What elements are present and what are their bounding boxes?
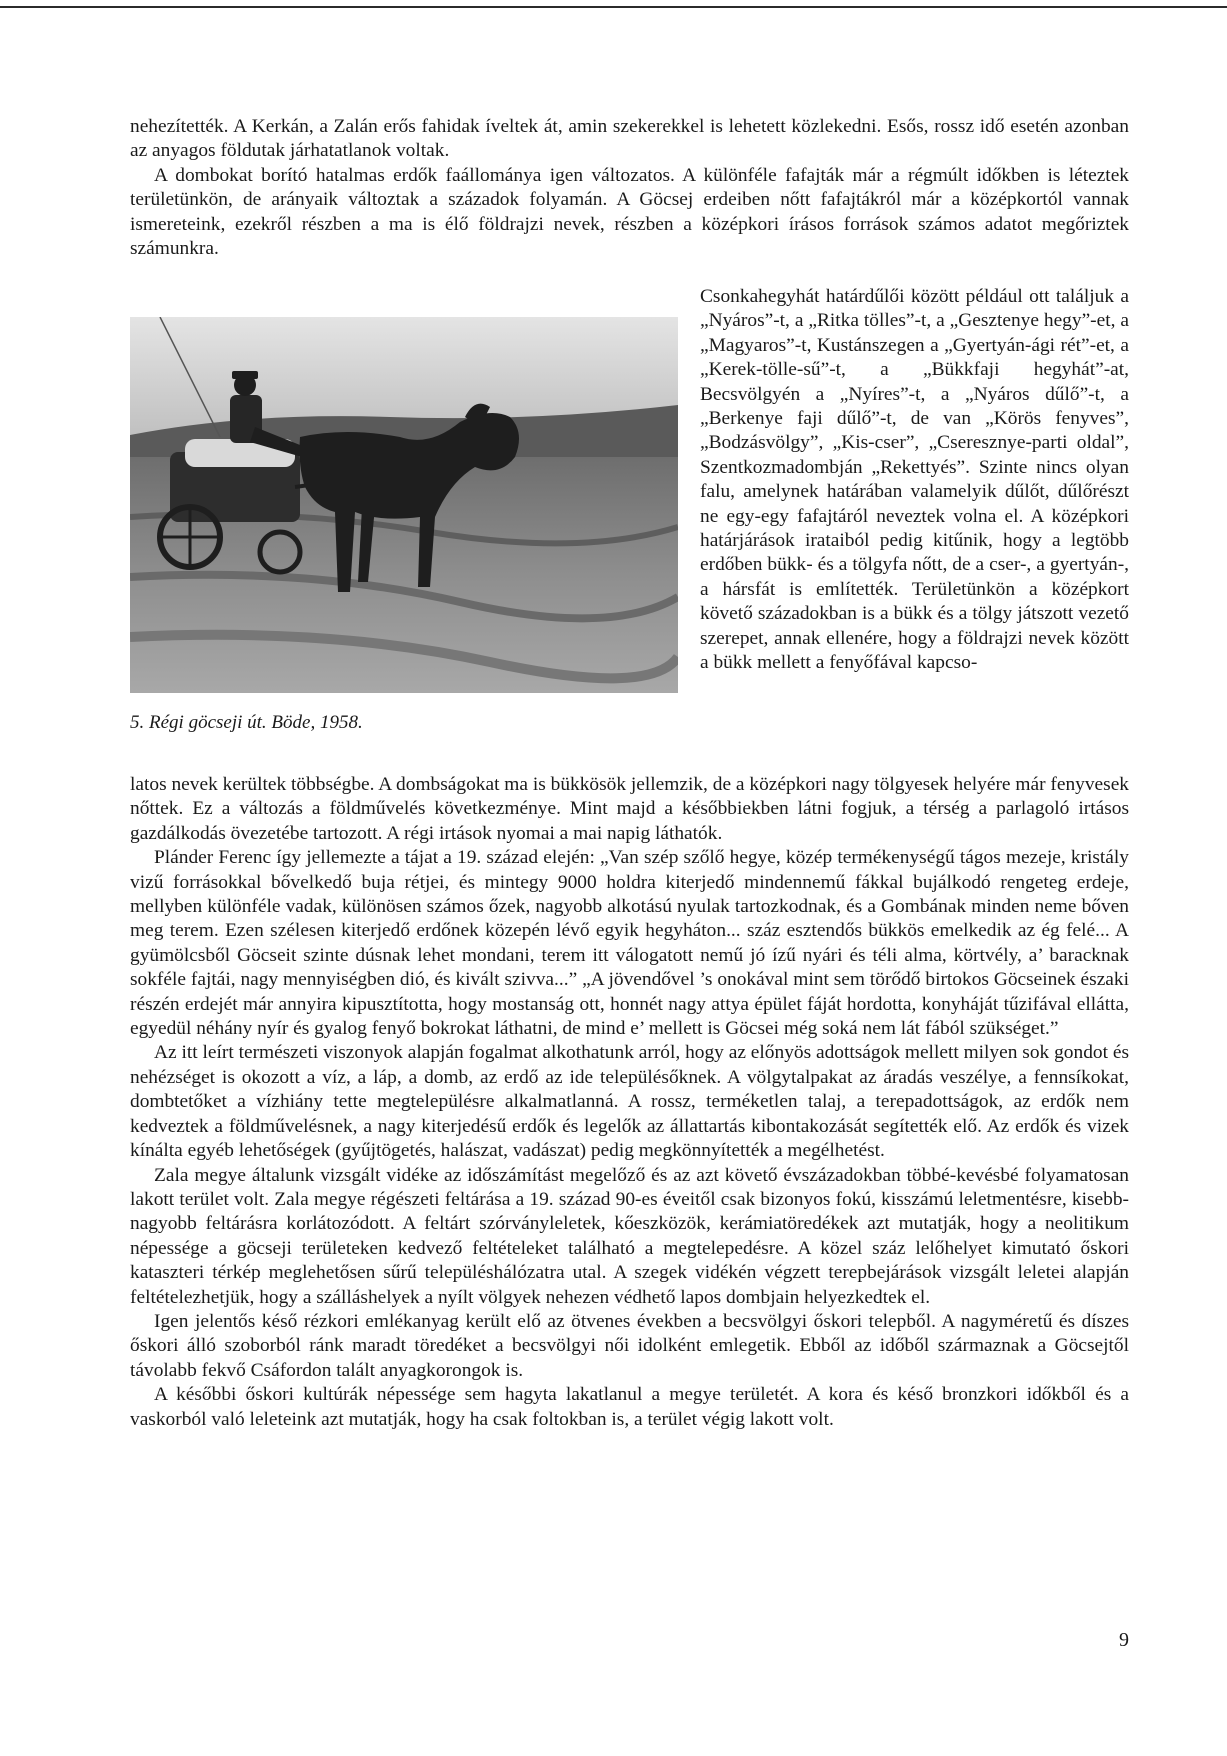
paragraph: Zala megye általunk vizsgált vidéke az időszámítást megelőző és az azt követő évszázadokban többé-kevésbé folyamatosan lakott terület volt. Zala megye régészeti feltárása a 19. század 90-es éveitől csak bizonyos fokú, kisszámú leletmentésre, kisebb-nagyobb feltárásra korlátozódott. A feltárt szórványleletek, kőeszközök, kerámiatöredékek azt mutatják, hogy a neolitikum népessége a göcseji területeken kedvező feltételeket található a megtelepedésre. A közel száz lelőhelyet kimutató őskori kataszteri térkép meglehetősen sűrű településhálózatra utal. A szegek vidékén végzett terepbejárások vizsgált leletei alapján feltételezhetjük, hogy a szálláshelyek a nyílt völgyek nehezen védhető lapos dombjain helyezkedtek el. <box>130 1164 1129 1308</box>
paragraph: Igen jelentős késő rézkori emlékanyag került elő az ötvenes években a becsvölgyi őskori telepből. A nagyméretű és díszes őskori álló szoborból ránk maradt töredéket a becsvölgyi női idolként emlegetik. Ebből az időből származnak a Göcsejtől távolabb fekvő Csáfordon talált anyagkorongok is. <box>130 1310 1129 1381</box>
paragraph: Az itt leírt természeti viszonyok alapján fogalmat alkothatunk arról, hogy az előnyös adottságok mellett milyen sok gondot és nehézséget is okozott a víz, a láp, a domb, az erdő az ide településőknek. A völgytalpakat az áradás veszélye, a fennsíkokat, dombtetőket a vízhiány tette megtelepülésre alkalmatlanná. A rossz, terméketlen talaj, a terepadottságok, az erdők nem kedveztek a földművelésnek, a nagy kiterjedésű erdők és legelők az állattartás kibontakozását segítették elő. Az erdők és vizek kínálta egyéb lehetőségek (gyűjtögetés, halászat, vadászat) pedig megkönnyítették a megélhetést. <box>130 1042 1129 1162</box>
paragraph: Csonkahegyhát határdűlői között például ott találjuk a „Nyáros”-t, a „Ritka tölles”-t, a „Gesztenye hegy”-et, a „Magyaros”-t, Kustánszegen a „Gyertyán-ági rét”-et, a „Kerek-tölle-sű”-t, a „Bükkfaji hegyhát”-at, Becsvölgyén a „Nyíres”-t, a „Nyáros dűlő”-t, a „Berkenye faji dűlő”-t, de van „Körös fenyves”, „Bodzásvölgy”, „Kis-cser”, „Cseresznye-parti oldal”, Szentkozmadombján „Rekettyés”. Szinte nincs olyan falu, amelynek határában valamelyik dűlőt, dűlőrészt ne egy-egy fafajtáról neveztek volna el. A középkori határjárások irataiból pedig kitűnik, hogy a legtöbb erdőben bükk- és a tölgyfa nőtt, de a cser-, a gyertyán-, a hársfát is említették. Területünkön a középkort követő századokban is a bükk és a tölgy játszott vezető szerepet, annak ellenére, hogy a földrajzi nevek között a bükk mellett a fenyőfával kapcso- <box>700 286 1129 674</box>
page-number: 9 <box>1119 1629 1129 1651</box>
paragraph: latos nevek kerültek többségbe. A dombságokat ma is bükkösök jellemzik, de a középkori nagy tölgyesek helyére már fenyvesek nőttek. Ez a változás a földművelés következménye. Mint majd a későbbiekben látni fogjuk, a térség a parlagoló irtásos gazdálkodás övezetébe tartozott. A régi irtások nyomai a mai napig láthatók. <box>130 774 1129 844</box>
text-top-block <box>130 115 1129 261</box>
paragraph: A későbbi őskori kultúrák népessége sem hagyta lakatlanul a megye területét. A kora és késő bronzkori időkből és a vaskorból való leleteink azt mutatják, hogy ha csak foltokban is, a terület végig lakott volt. <box>130 1384 1129 1430</box>
top-rule <box>0 6 1227 8</box>
text-right-column <box>700 285 1129 676</box>
paragraph: Plánder Ferenc így jellemezte a tájat a 19. század elején: „Van szép szőlő hegye, közép termékenységű tágos mezeje, kristály vizű forrásokkal bővelkedő buja rétjei, és mintegy 9000 holdra kiterjedő mindennemű fákkal bujálkodó rengeteg erdeje, mellyben különféle vadak, különösen számos őzek, nagyobb alkotású nyulak tartozkodnak, és a Gombának minden neme bőven meg terem. Ezen szélesen kiterjedő erdőnek közepén lévő egyik hegyháton... száz esztendős bükkös emelkedik az ég felé... A gyümölcsből Göcseit szinte dúsnak lehet mondani, terem itt válogatott nemű jó ízű nyári és téli alma, körtvély, a’ baracknak sokféle fajtái, nagy mennyiségben dió, és kivált szivva...” „A jövendővel ’s onokával mint sem törődő birtokos Göcseinek északi részén erdejét már annyira kipusztította, hogy mostanság ott, honnét nagy attya épület fáját hordotta, konyháját tűzifával ellátta, egyedül néhány nyír és gyalog fenyő bokrokat láthatni, de mind e’ mellett is Göcsei még soká nem lát fából szükséget.” <box>130 847 1129 1040</box>
horse-cart-photo <box>130 317 678 693</box>
paragraph: A dombokat borító hatalmas erdők faállománya igen változatos. A különféle fafajták már a régmúlt időkben is léteztek területünkön, de arányaik változtak a századok folyamán. A Göcsej erdeiben nőtt fafajtákról már a középkortól vannak ismereteink, ezekről részben a ma is élő földrajzi nevek, részben a középkori írásos források számos adatot megőriztek számunkra. <box>130 164 1129 260</box>
photo-caption: 5. Régi göcseji út. Böde, 1958. <box>130 712 363 733</box>
figure <box>130 317 678 733</box>
paragraph: nehezítették. A Kerkán, a Zalán erős fahidak íveltek át, amin szekerekkel is lehetett közlekedni. Esős, rossz idő esetén azonban az anyagos földutak járhatatlanok voltak. <box>130 116 1129 162</box>
text-bottom-block <box>130 773 1129 1432</box>
